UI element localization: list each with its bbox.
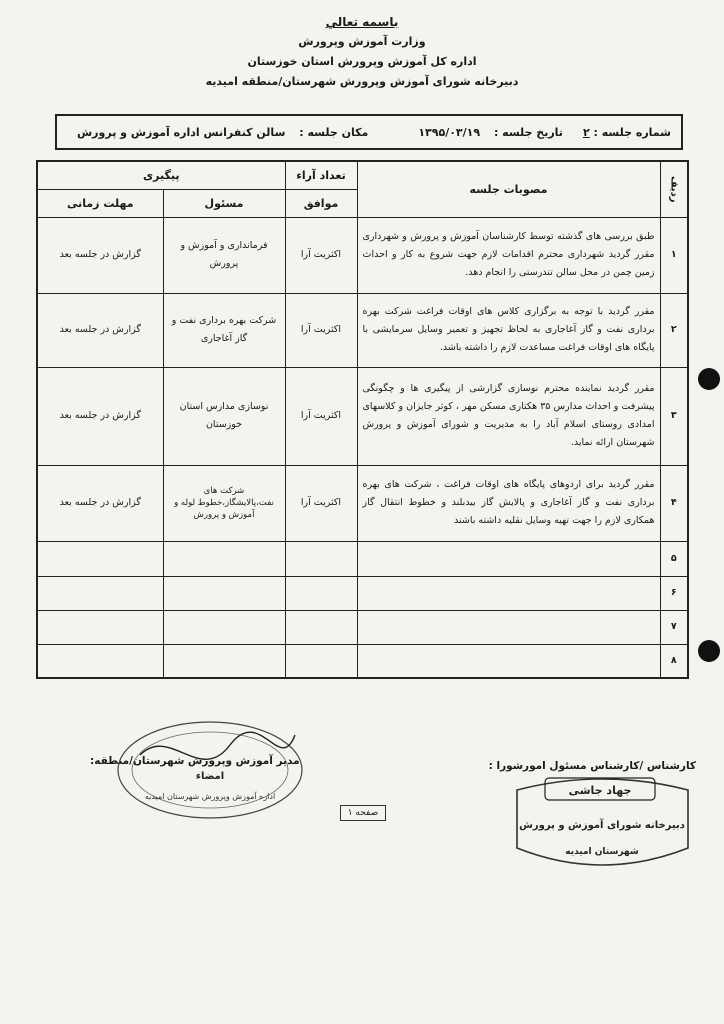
letterhead — [0, 12, 724, 92]
resolution-text: طبق بررسی های گذشته توسط كارشناسان آموزش و پرورش و شهرداری مقرر گردید شهرداری محترم اقدامات لازم جهت شروع به كار و احداث زمین چمن در محل سالن تندرستی را انجام دهد. — [357, 217, 660, 293]
responsible: شركت های نفت،پالایشگاز،خطوط لوله و آموزش و پرورش — [163, 465, 285, 541]
header-deadline: مهلت زمانی — [37, 189, 163, 217]
meeting-place: مكان جلسه : سالن كنفرانس اداره آموزش و پرورش — [77, 125, 369, 139]
deadline: گزارش در جلسه بعد — [37, 217, 163, 293]
vote-count: اكثریت آرا — [285, 465, 357, 541]
header-resolutions: مصوبات جلسه — [357, 161, 660, 217]
resolution-text — [357, 541, 660, 576]
manager-signature-label: مدیر آموزش وپرورش شهرستان/منطقه: — [90, 755, 300, 767]
row-number: ۸ — [660, 644, 688, 678]
responsible: نوسازی مدارس استان خوزستان — [163, 367, 285, 465]
header-votes-agree: موافق — [285, 189, 357, 217]
directorate-name: اداره كل آموزش وپرورش استان خوزستان — [247, 55, 477, 68]
row-number: ۵ — [660, 541, 688, 576]
deadline: گزارش در جلسه بعد — [37, 465, 163, 541]
header-responsible: مسئول — [163, 189, 285, 217]
row-number: ۳ — [660, 367, 688, 465]
vote-count: اكثریت آرا — [285, 217, 357, 293]
row-number: ۱ — [660, 217, 688, 293]
row-number: ۶ — [660, 576, 688, 610]
right-stamp-name: جهاد جاشی — [568, 784, 632, 797]
resolution-text: مقرر گردید با توجه به برگزاری كلاس های اوقات فراغت شركت بهره برداری نفت و گاز آغاجاری به لحاظ تجهیز و تعمیر وسایل سرمایشی با پایگاه های اوقات فراغت مساعدت لازم را داشته باشد. — [357, 293, 660, 367]
table-row — [37, 367, 688, 465]
bismillah: باسمه تعالي — [325, 15, 399, 29]
resolution-text — [357, 610, 660, 644]
resolutions-table — [36, 160, 689, 679]
table-row — [37, 293, 688, 367]
responsible: شركت بهره برداری نفت و گاز آغاجاری — [163, 293, 285, 367]
signature-label: امضاء — [195, 771, 225, 782]
ministry-name: وزارت آموزش وپرورش — [298, 35, 426, 48]
meeting-number: شماره جلسه : ۲ — [582, 125, 671, 139]
council-name: دبیرخانه شورای آموزش وپرورش شهرستان/منطقه امیدیه — [205, 75, 519, 88]
punch-hole-icon — [698, 368, 720, 390]
resolution-text: مقرر گردید برای اردوهای پایگاه های اوقات فراغت ، شركت های بهره برداری نفت و گاز آغاجاری و پالایش گاز بیدبلند و خطوط انتقال گاز همكاری لازم را جهت تهیه وسایل نقلیه داشته باشند — [357, 465, 660, 541]
row-number: ۷ — [660, 610, 688, 644]
right-stamp-icon — [505, 770, 700, 885]
table-row — [37, 541, 688, 576]
right-stamp-line1: دبیرخانه شورای آموزش و پرورش — [519, 820, 685, 831]
resolution-text — [357, 576, 660, 610]
meeting-date: تاریخ جلسه : ۱۳۹۵/۰۳/۱۹ — [418, 125, 563, 139]
table-row — [37, 610, 688, 644]
vote-count: اكثریت آرا — [285, 293, 357, 367]
table-row — [37, 217, 688, 293]
resolution-text: مقرر گردید نماینده محترم نوسازی گزارشی از پیگیری ها و چگونگی پیشرفت و احداث مدارس ۳۵ هكتاری مسكن مهر ، كوثر جایزان و كلاسهای امدادی روستای اسلام آباد را به مدیریت و شورای آموزش و پرورش شهرستان ارائه نماید. — [357, 367, 660, 465]
deadline: گزارش در جلسه بعد — [37, 293, 163, 367]
right-stamp-line2: شهرستان امیدیه — [565, 847, 639, 857]
expert-signature-label: كارشناس /كارشناس مسئول امورشورا : — [488, 760, 696, 772]
left-stamp-text: اداره آموزش وپرورش شهرستان امیدیه — [144, 792, 276, 801]
header-votes: تعداد آراء — [285, 161, 357, 189]
deadline: گزارش در جلسه بعد — [37, 367, 163, 465]
punch-hole-icon — [698, 640, 720, 662]
table-row — [37, 465, 688, 541]
table-row — [37, 644, 688, 678]
left-stamp-icon — [110, 715, 310, 825]
header-followup: پیگیری — [37, 161, 285, 189]
table-row — [37, 576, 688, 610]
vote-count: اكثریت آرا — [285, 367, 357, 465]
header-row-number: ردیف — [660, 161, 688, 217]
row-number: ۲ — [660, 293, 688, 367]
meeting-info-bar — [55, 114, 683, 150]
responsible: فرمانداری و آموزش و پرورش — [163, 217, 285, 293]
page-number: صفحه ۱ — [340, 805, 386, 821]
resolution-text — [357, 644, 660, 678]
row-number: ۴ — [660, 465, 688, 541]
